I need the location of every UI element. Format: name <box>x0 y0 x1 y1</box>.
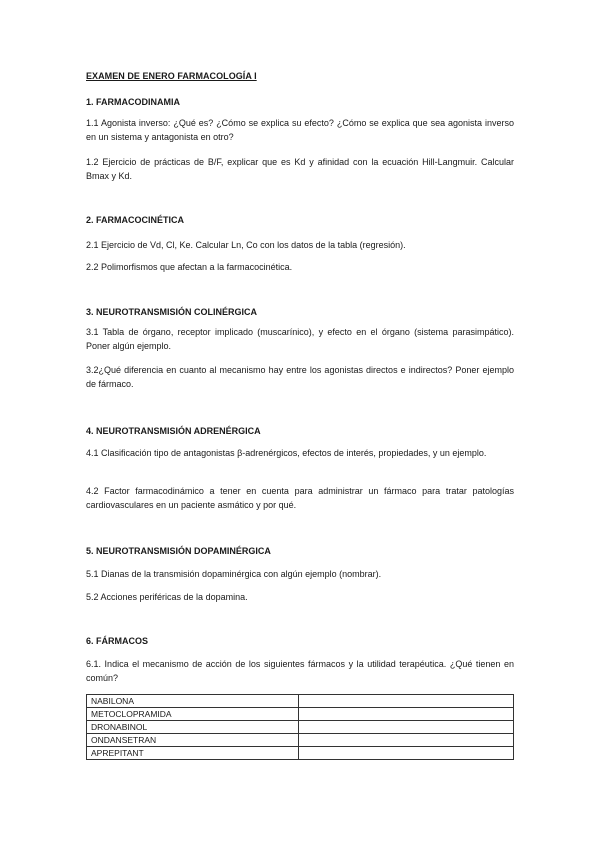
drug-answer-cell <box>299 747 514 760</box>
drug-name-cell: NABILONA <box>87 695 299 708</box>
question-4-1: 4.1 Clasificación tipo de antagonistas β-adrenérgicos, efectos de interés, propiedades, y un ejemplo. <box>86 448 487 458</box>
section-heading-colinergica: 3. NEUROTRANSMISIÓN COLINÉRGICA <box>86 307 258 317</box>
table-row <box>87 708 514 721</box>
question-1-2: 1.2 Ejercicio de prácticas de B/F, explicar que es Kd y afinidad con la ecuación Hill-Langmuir. Calcular Bmax y Kd. <box>86 157 514 181</box>
table-row <box>87 721 514 734</box>
section-heading-farmacodinamia: 1. FARMACODINAMIA <box>86 97 180 107</box>
drug-name-cell: ONDANSETRAN <box>87 734 299 747</box>
section-heading-dopaminergica: 5. NEUROTRANSMISIÓN DOPAMINÉRGICA <box>86 546 271 556</box>
table-row <box>87 747 514 760</box>
drug-table <box>86 694 514 760</box>
question-5-2: 5.2 Acciones periféricas de la dopamina. <box>86 592 248 602</box>
drug-name-cell: APREPITANT <box>87 747 299 760</box>
table-row <box>87 734 514 747</box>
section-heading-adrenergica: 4. NEUROTRANSMISIÓN ADRENÉRGICA <box>86 426 261 436</box>
question-2-2: 2.2 Polimorfismos que afectan a la farmacocinética. <box>86 262 293 272</box>
drug-answer-cell <box>299 708 514 721</box>
exam-title: EXAMEN DE ENERO FARMACOLOGÍA I <box>86 71 257 81</box>
section-heading-farmacocinetica: 2. FARMACOCINÉTICA <box>86 215 185 225</box>
drug-answer-cell <box>299 734 514 747</box>
drug-name-cell: METOCLOPRAMIDA <box>87 708 299 721</box>
question-4-2: 4.2 Factor farmacodinámico a tener en cuenta para administrar un fármaco para tratar patologías cardiovasculares en un paciente asmático y por qué. <box>86 486 514 510</box>
question-3-1: 3.1 Tabla de órgano, receptor implicado (muscarínico), y efecto en el órgano (sistema parasimpático). Poner algún ejemplo. <box>86 327 514 351</box>
section-heading-farmacos: 6. FÁRMACOS <box>86 636 149 646</box>
question-6-1: 6.1. Indica el mecanismo de acción de los siguientes fármacos y la utilidad terapéutica. ¿Qué tienen en común? <box>86 659 514 683</box>
question-1-1: 1.1 Agonista inverso: ¿Qué es? ¿Cómo se explica su efecto? ¿Cómo se explica que sea agonista inverso en un sistema y antagonista en otro? <box>86 118 514 142</box>
table-row <box>87 695 514 708</box>
drug-name-cell: DRONABINOL <box>87 721 299 734</box>
drug-answer-cell <box>299 721 514 734</box>
question-5-1: 5.1 Dianas de la transmisión dopaminérgica con algún ejemplo (nombrar). <box>86 569 382 579</box>
question-2-1: 2.1 Ejercicio de Vd, Cl, Ke. Calcular Ln, Co con los datos de la tabla (regresión). <box>86 240 406 250</box>
question-3-2: 3.2¿Qué diferencia en cuanto al mecanismo hay entre los agonistas directos e indirectos? Poner ejemplo de fármaco. <box>86 365 514 389</box>
drug-answer-cell <box>299 695 514 708</box>
